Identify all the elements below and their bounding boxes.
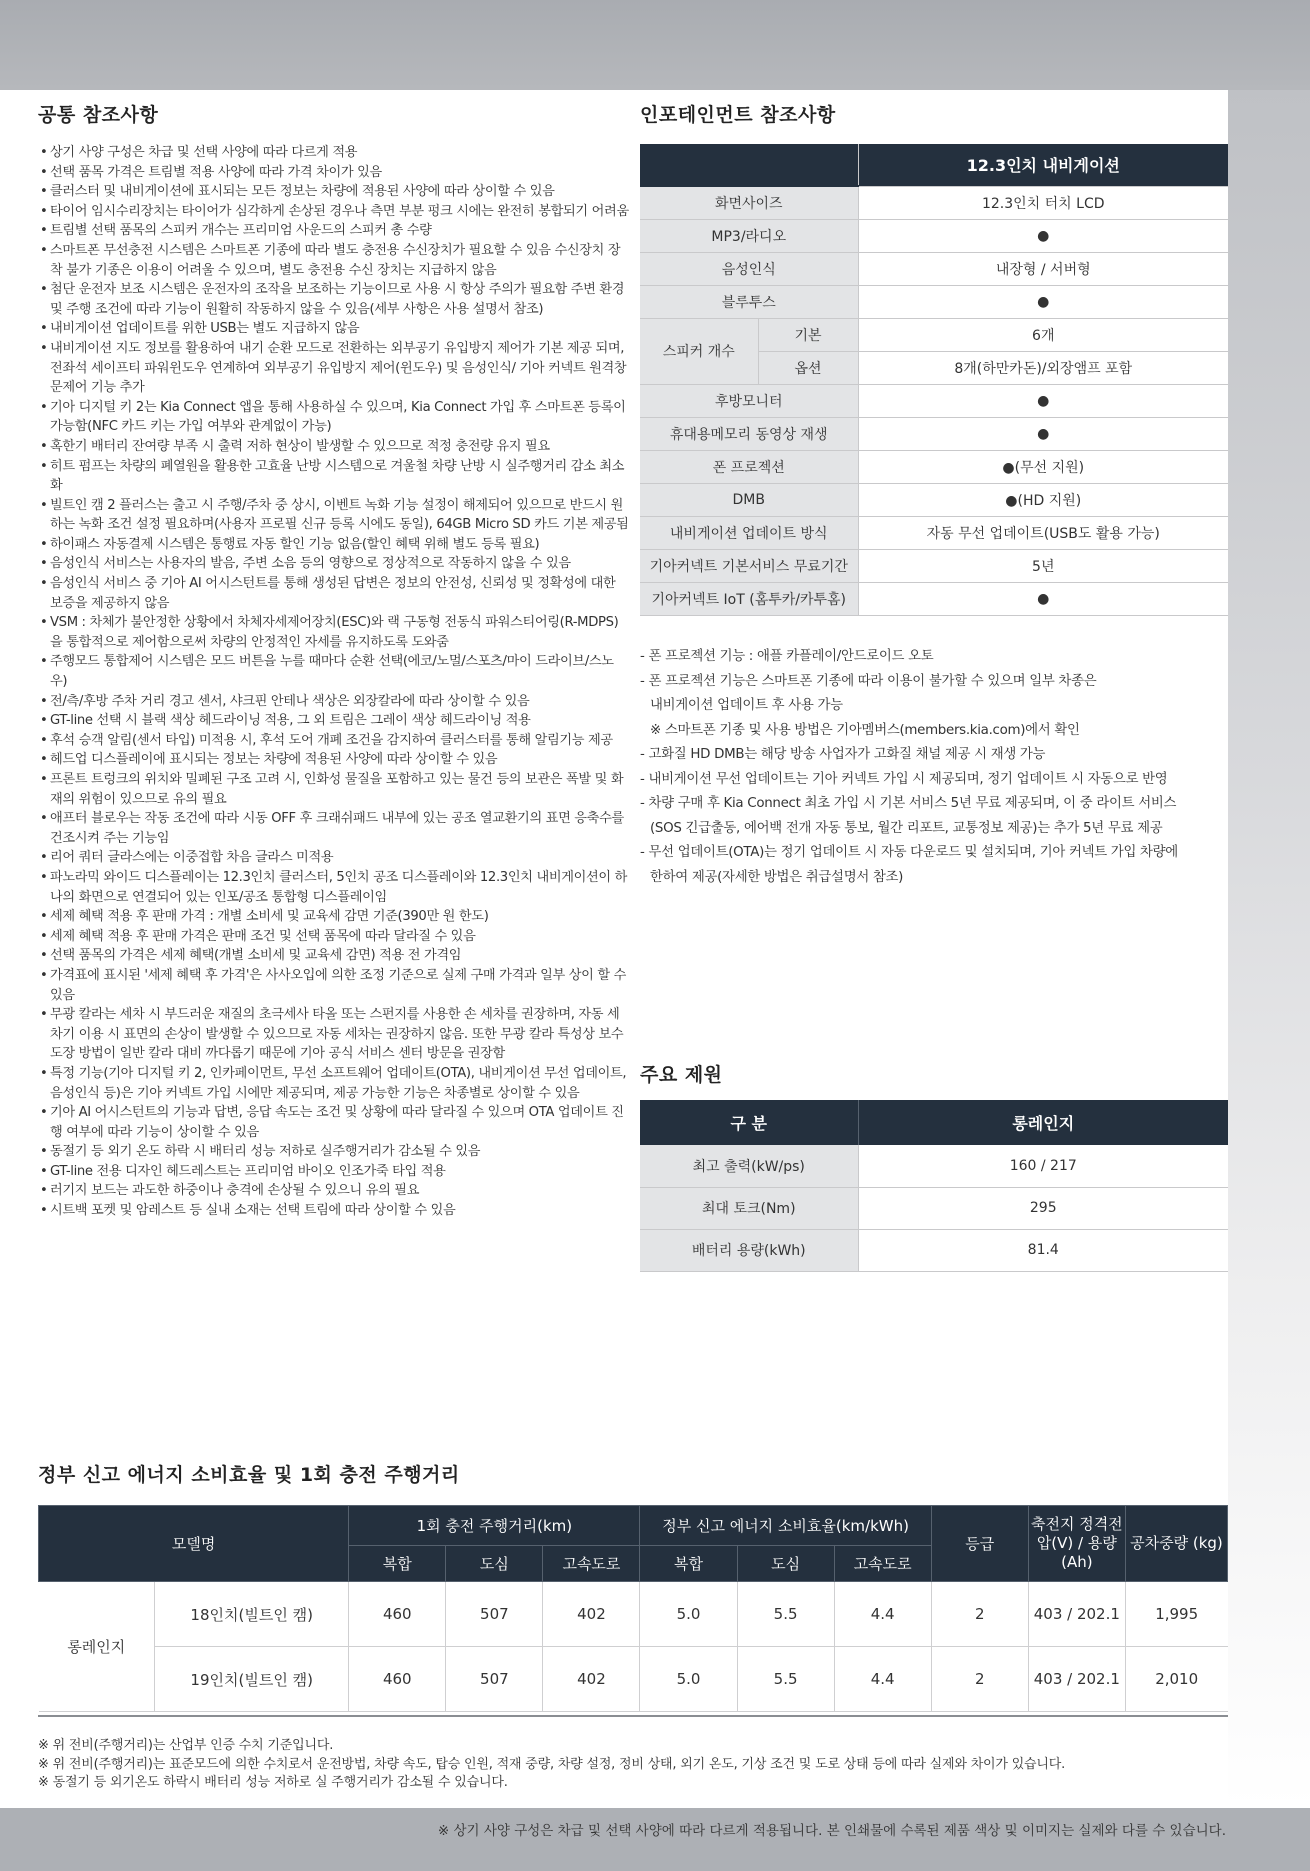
note-item: • 애프터 블로우는 작동 조건에 따라 시동 OFF 후 크래쉬패드 내부에 있는 공조 열교환기의 표면 응축수를 건조시켜 주는 기능임	[40, 809, 630, 848]
energy-cell: 2	[931, 1647, 1028, 1712]
energy-title: 정부 신고 에너지 소비효율 및 1회 충전 주행거리	[38, 1464, 460, 1486]
energy-cell: 5.0	[640, 1647, 737, 1712]
note-item: • 무광 칼라는 세차 시 부드러운 재질의 초극세사 타올 또는 스펀지를 사용한 손 세차를 권장하며, 자동 세차기 이용 시 표면의 손상이 발생할 수 있으므로 자동 세차는 권장하지 않음. 또한 무광 칼라 특성상 보수 도장 방법이 일반 칼라 대비 까다롭기 때문에 기아 공식 서비스 센터 방문을 권장함	[40, 1005, 630, 1064]
note-item: • 세제 혜택 적용 후 판매 가격 : 개별 소비세 및 교육세 감면 기준(390만 원 한도)	[40, 907, 630, 927]
note-item: • 세제 혜택 적용 후 판매 가격은 판매 조건 및 선택 품목에 따라 달라질 수 있음	[40, 927, 630, 947]
row-label: 내비게이션 업데이트 방식	[640, 516, 858, 549]
note-item: • 리어 쿼터 글라스에는 이중접합 차음 글라스 미적용	[40, 848, 630, 868]
energy-trim: 19인치(빌트인 캠)	[155, 1647, 349, 1712]
energy-cell: 403 / 202.1	[1028, 1582, 1125, 1647]
spec-value: 295	[858, 1187, 1228, 1229]
note-item: 내비게이션 업데이트 후 사용 가능	[650, 698, 843, 713]
specs-title: 주요 제원	[640, 1064, 723, 1086]
note-item: - 무선 업데이트(OTA)는 정기 업데이트 시 자동 다운로드 및 설치되며, 기아 커넥트 가입 차량에	[640, 845, 1178, 860]
note-item: • VSM : 차체가 불안정한 상황에서 차체자세제어장치(ESC)와 랙 구동형 전동식 파워스티어링(R-MDPS)을 통합적으로 제어함으로써 차량의 안정적인 자세를 유지하도록 도와줌	[40, 613, 630, 652]
note-item: • 주행모드 통합제어 시스템은 모드 버튼을 누를 때마다 순환 선택(에코/노멀/스포츠/마이 드라이브/스노우)	[40, 652, 630, 691]
energy-header-range-combined: 복합	[349, 1546, 446, 1582]
note-item: • 기아 AI 어시스턴트의 기능과 답변, 응답 속도는 조건 및 상황에 따라 달라질 수 있으며 OTA 업데이트 진행 여부에 따라 기능이 상이할 수 있음	[40, 1103, 630, 1142]
energy-cell: 460	[349, 1647, 446, 1712]
note-item: • 프론트 트렁크의 위치와 밀폐된 구조 고려 시, 인화성 물질을 포함하고 있는 물건 등의 보관은 폭발 및 화재의 위험이 있으므로 유의 필요	[40, 770, 630, 809]
note-item: - 폰 프로젝션 기능 : 애플 카플레이/안드로이드 오토	[640, 649, 934, 664]
infotainment-table	[640, 144, 1228, 616]
row-label: 음성인식	[640, 252, 858, 285]
energy-group: 롱레인지	[39, 1582, 155, 1712]
energy-table-bottom-rule	[38, 1715, 1228, 1717]
note-item: - 고화질 HD DMB는 해당 방송 사업자가 고화질 채널 제공 시 재생 가능	[640, 747, 1046, 762]
note-item: • 동절기 등 외기 온도 하락 시 배터리 성능 저하로 실주행거리가 감소될 수 있음	[40, 1142, 630, 1162]
note-item: • 하이패스 자동결제 시스템은 통행료 자동 할인 기능 없음(할인 혜택 위해 별도 등록 필요)	[40, 535, 630, 555]
infotainment-header-blank	[640, 144, 858, 186]
speaker-option-label: 옵션	[758, 351, 858, 384]
row-label: MP3/라디오	[640, 219, 858, 252]
row-value: 내장형 / 서버형	[858, 252, 1228, 285]
note-item: • 음성인식 서비스 중 기아 AI 어시스턴트를 통해 생성된 답변은 정보의 안전성, 신뢰성 및 정확성에 대한 보증을 제공하지 않음	[40, 574, 630, 613]
energy-cell: 403 / 202.1	[1028, 1647, 1125, 1712]
note-item: • 혹한기 배터리 잔여량 부족 시 출력 저하 현상이 발생할 수 있으므로 적정 충전량 유지 필요	[40, 437, 630, 457]
note-item: • 러기지 보드는 과도한 하중이나 충격에 손상될 수 있으니 유의 필요	[40, 1181, 630, 1201]
energy-header-weight: 공차중량 (kg)	[1125, 1506, 1227, 1582]
spec-label: 최대 토크(Nm)	[640, 1187, 858, 1229]
row-value: ●	[858, 219, 1228, 252]
spec-value: 160 / 217	[858, 1145, 1228, 1187]
note-item: • 내비게이션 지도 정보를 활용하여 내기 순환 모드로 전환하는 외부공기 유입방지 제어가 기본 제공 되며, 전좌석 세이프티 파워윈도우 연계하여 외부공기 유입방지 제어(윈도우) 및 음성인식/ 기아 커넥트 원격창문제어 기능 추가	[40, 339, 630, 398]
note-item: 한하여 제공(자세한 방법은 취급설명서 참조)	[650, 869, 904, 885]
note-item: • 히트 펌프는 차량의 폐열원을 활용한 고효율 난방 시스템으로 겨울철 차량 난방 시 실주행거리 감소 최소화	[40, 457, 630, 496]
speaker-basic-label: 기본	[758, 318, 858, 351]
note-item: (SOS 긴급출동, 에어백 전개 자동 통보, 월간 리포트, 교통정보 제공)는 추가 5년 무료 제공	[650, 820, 1163, 836]
energy-header-efficiency: 정부 신고 에너지 소비효율(km/kWh)	[640, 1506, 931, 1546]
footer-bar	[0, 1808, 1310, 1871]
row-value: ●(HD 지원)	[858, 483, 1228, 516]
note-item: • 시트백 포켓 및 암레스트 등 실내 소재는 선택 트림에 따라 상이할 수 있음	[40, 1201, 630, 1221]
row-value: ●	[858, 582, 1228, 615]
row-label: DMB	[640, 483, 858, 516]
note-item: - 차량 구매 후 Kia Connect 최초 가입 시 기본 서비스 5년 무료 제공되며, 이 중 라이트 서비스	[640, 796, 1177, 811]
row-label: 폰 프로젝션	[640, 450, 858, 483]
infotainment-header: 12.3인치 내비게이션	[858, 144, 1228, 186]
note-item: • 내비게이션 업데이트를 위한 USB는 별도 지급하지 않음	[40, 319, 630, 339]
energy-cell: 507	[446, 1647, 543, 1712]
note-item: • 첨단 운전자 보조 시스템은 운전자의 조작을 보조하는 기능이므로 사용 시 항상 주의가 필요함 주변 환경 및 주행 조건에 따라 기능이 원활히 작동하지 않을 수 있음(세부 사항은 사용 설명서 참조)	[40, 280, 630, 319]
speaker-label: 스피커 개수	[640, 318, 758, 384]
spec-label: 최고 출력(kW/ps)	[640, 1145, 858, 1187]
note-item: - 폰 프로젝션 기능은 스마트폰 기종에 따라 이용이 불가할 수 있으며 일부 차종은	[640, 673, 1097, 689]
note-item: ※ 위 전비(주행거리)는 산업부 인증 수치 기준입니다.	[38, 1738, 334, 1753]
note-item: ※ 위 전비(주행거리)는 표준모드에 의한 수치로서 운전방법, 차량 속도, 탑승 인원, 적재 중량, 차량 설정, 정비 상태, 외기 온도, 기상 조건 및 도로 상태 등에 따라 실제와 차이가 있습니다.	[38, 1756, 1066, 1772]
specs-table	[640, 1100, 1228, 1272]
energy-header-grade: 등급	[931, 1506, 1028, 1582]
energy-cell: 402	[543, 1647, 640, 1712]
speaker-basic-value: 6개	[858, 318, 1228, 351]
footer-disclaimer: ※ 상기 사양 구성은 차급 및 선택 사양에 따라 다르게 적용됩니다. 본 인쇄물에 수록된 제품 색상 및 이미지는 실제와 다를 수 있습니다.	[437, 1823, 1226, 1839]
right-margin-gradient	[1228, 90, 1310, 1808]
energy-table	[38, 1505, 1228, 1712]
row-value: ●	[858, 285, 1228, 318]
spec-value: 81.4	[858, 1229, 1228, 1271]
note-item: • 트림별 선택 품목의 스피커 개수는 프리미엄 사운드의 스피커 총 수량	[40, 221, 630, 241]
note-item: • 상기 사양 구성은 차급 및 선택 사양에 따라 다르게 적용	[40, 143, 630, 163]
energy-footnotes	[38, 1737, 1065, 1793]
energy-cell: 1,995	[1125, 1582, 1227, 1647]
energy-header-eff-combined: 복합	[640, 1546, 737, 1582]
energy-cell: 5.5	[737, 1582, 834, 1647]
note-item: • 기아 디지털 키 2는 Kia Connect 앱을 통해 사용하실 수 있으며, Kia Connect 가입 후 스마트폰 등록이 가능함(NFC 카드 키는 가입 여부와 관계없이 가능)	[40, 398, 630, 437]
energy-cell: 460	[349, 1582, 446, 1647]
common-notes-list	[40, 143, 630, 1221]
energy-cell: 2,010	[1125, 1647, 1227, 1712]
common-notes-title: 공통 참조사항	[38, 104, 159, 126]
note-item: • GT-line 전용 디자인 헤드레스트는 프리미엄 바이오 인조가죽 타입 적용	[40, 1162, 630, 1182]
row-label: 후방모니터	[640, 384, 858, 417]
specs-header-label: 구 분	[640, 1100, 858, 1145]
note-item: • 파노라믹 와이드 디스플레이는 12.3인치 클러스터, 5인치 공조 디스플레이와 12.3인치 내비게이션이 하나의 화면으로 연결되어 있는 인포/공조 통합형 디스플레이임	[40, 868, 630, 907]
energy-trim: 18인치(빌트인 캠)	[155, 1582, 349, 1647]
energy-header-eff-city: 도심	[737, 1546, 834, 1582]
note-item: • 전/측/후방 주차 거리 경고 센서, 샤크핀 안테나 색상은 외장칼라에 따라 상이할 수 있음	[40, 692, 630, 712]
row-value: 자동 무선 업데이트(USB도 활용 가능)	[858, 516, 1228, 549]
energy-header-range: 1회 충전 주행거리(km)	[349, 1506, 640, 1546]
infotainment-notes-list	[640, 645, 1230, 890]
specs-header-value: 롱레인지	[858, 1100, 1228, 1145]
energy-cell: 4.4	[834, 1582, 931, 1647]
note-item: • 가격표에 표시된 '세제 혜택 후 가격'은 사사오입에 의한 조정 기준으로 실제 구매 가격과 일부 상이 할 수 있음	[40, 966, 630, 1005]
energy-header-eff-highway: 고속도로	[834, 1546, 931, 1582]
note-item: • 헤드업 디스플레이에 표시되는 정보는 차량에 적용된 사양에 따라 상이할 수 있음	[40, 750, 630, 770]
note-item: • 클러스터 및 내비게이션에 표시되는 모든 정보는 차량에 적용된 사양에 따라 상이할 수 있음	[40, 182, 630, 202]
note-item: • 스마트폰 무선충전 시스템은 스마트폰 기종에 따라 별도 충전용 수신장치가 필요할 수 있음 수신장치 장착 불가 기종은 이용이 어려울 수 있으며, 별도 충전용 수신 장치는 지급하지 않음	[40, 241, 630, 280]
row-value: 5년	[858, 549, 1228, 582]
row-value: 12.3인치 터치 LCD	[858, 186, 1228, 219]
row-label: 휴대용메모리 동영상 재생	[640, 417, 858, 450]
row-value: ●	[858, 384, 1228, 417]
row-value: ●(무선 지원)	[858, 450, 1228, 483]
note-item: - 내비게이션 무선 업데이트는 기아 커넥트 가입 시 제공되며, 정기 업데이트 시 자동으로 반영	[640, 771, 1168, 787]
infotainment-title: 인포테인먼트 참조사항	[640, 104, 836, 126]
energy-header-battery: 축전지 정격전압(V) / 용량(Ah)	[1028, 1506, 1125, 1582]
note-item: • 후석 승객 알림(센서 타입) 미적용 시, 후석 도어 개폐 조건을 감지하여 클러스터를 통해 알림기능 제공	[40, 731, 630, 751]
note-item: ※ 스마트폰 기종 및 사용 방법은 기아멤버스(members.kia.com)에서 확인	[650, 722, 1080, 738]
energy-cell: 5.5	[737, 1647, 834, 1712]
energy-header-model: 모델명	[39, 1506, 349, 1582]
energy-cell: 2	[931, 1582, 1028, 1647]
energy-header-range-highway: 고속도로	[543, 1546, 640, 1582]
row-label: 블루투스	[640, 285, 858, 318]
energy-cell: 402	[543, 1582, 640, 1647]
note-item: • 선택 품목 가격은 트림별 적용 사양에 따라 가격 차이가 있음	[40, 163, 630, 183]
note-item: • 타이어 임시수리장치는 타이어가 심각하게 손상된 경우나 측면 부분 펑크 시에는 완전히 봉합되기 어려움	[40, 202, 630, 222]
energy-header-range-city: 도심	[446, 1546, 543, 1582]
energy-cell: 507	[446, 1582, 543, 1647]
note-item: • GT-line 선택 시 블랙 색상 헤드라이닝 적용, 그 외 트림은 그레이 색상 헤드라이닝 적용	[40, 711, 630, 731]
note-item: • 빌트인 캠 2 플러스는 출고 시 주행/주차 중 상시, 이벤트 녹화 기능 설정이 해제되어 있으므로 반드시 원하는 녹화 조건 설정 필요하며(사용자 프로필 신규 등록 시에도 동일), 64GB Micro SD 카드 기본 제공됨	[40, 496, 630, 535]
row-label: 화면사이즈	[640, 186, 858, 219]
row-label: 기아커넥트 IoT (홈투카/카투홈)	[640, 582, 858, 615]
note-item: • 특정 기능(기아 디지털 키 2, 인카페이먼트, 무선 소프트웨어 업데이트(OTA), 내비게이션 무선 업데이트, 음성인식 등)은 기아 커넥트 가입 시에만 제공되며, 제공 가능한 기능은 차종별로 상이할 수 있음	[40, 1064, 630, 1103]
row-label: 기아커넥트 기본서비스 무료기간	[640, 549, 858, 582]
note-item: • 음성인식 서비스는 사용자의 발음, 주변 소음 등의 영향으로 정상적으로 작동하지 않을 수 있음	[40, 554, 630, 574]
energy-cell: 4.4	[834, 1647, 931, 1712]
speaker-option-value: 8개(하만카돈)/외장앰프 포함	[858, 351, 1228, 384]
energy-cell: 5.0	[640, 1582, 737, 1647]
spec-label: 배터리 용량(kWh)	[640, 1229, 858, 1271]
row-value: ●	[858, 417, 1228, 450]
note-item: ※ 동절기 등 외기온도 하락시 배터리 성능 저하로 실 주행거리가 감소될 수 있습니다.	[38, 1775, 508, 1790]
note-item: • 선택 품목의 가격은 세제 혜택(개별 소비세 및 교육세 감면) 적용 전 가격임	[40, 946, 630, 966]
